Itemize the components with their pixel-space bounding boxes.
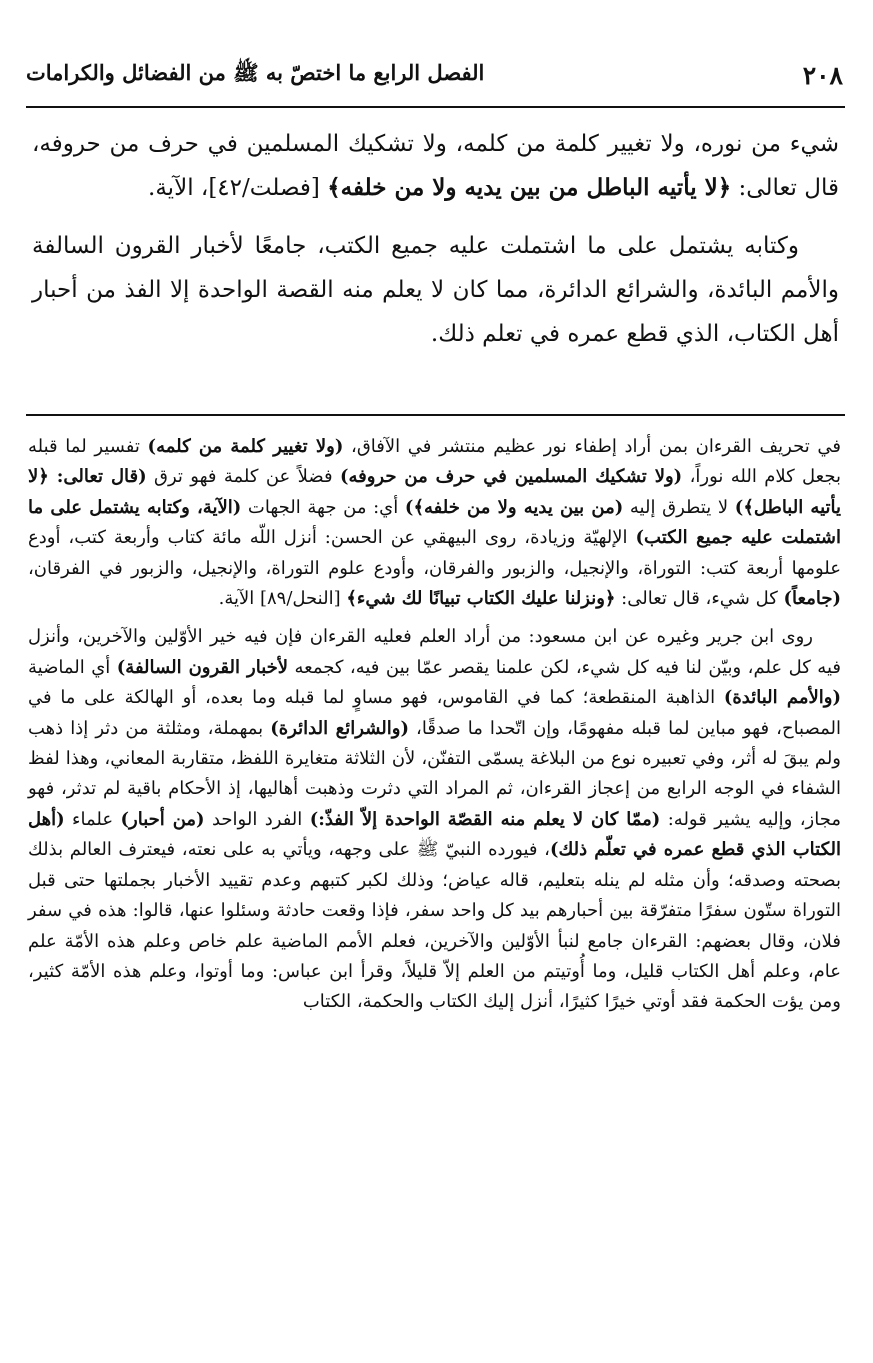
commentary-divider bbox=[26, 414, 845, 416]
commentary-paragraph-2 bbox=[28, 622, 841, 1017]
commentary-segment: أي: من جهة الجهات bbox=[241, 496, 405, 518]
header-rule bbox=[26, 106, 845, 108]
main-text-segment: شيء من نوره، ولا تغيير كلمة من كلمه، ولا تشكيك المسلمين في حرف من حروفه، قال تعالى: bbox=[32, 131, 839, 201]
page-header bbox=[26, 52, 843, 98]
commentary-segment: لا يتطرق إليه bbox=[623, 496, 735, 518]
quoted-matn: (الآية، وكتابه يشتمل على ما اشتملت عليه جميع الكتب) bbox=[28, 496, 841, 549]
quoted-matn: (قال تعالى: ﴿لا يأتيه الباطل﴾) bbox=[28, 466, 842, 518]
main-text bbox=[32, 122, 839, 356]
commentary-segment: فضلاً عن كلمة فهو ترق bbox=[146, 466, 340, 488]
quoted-matn: (من بين يديه ولا من خلفه﴾) bbox=[404, 496, 624, 518]
commentary-segment: ، فيورده النبيّ ﷺ على وجهه، ويأتي به على نعته، فيعترف العالم بذلك بصحته وصدقه؛ وأن مثله لم ينله بتعليم، قاله عياض؛ وذلك لكبر كتبهم وعدم تقييد الأخبار بجملتها حتى قبل التوراة ستّون سفرًا متفرّقة بين أحبارهم بيد كل واحد سفر، فإذا وقعت حادثة وسئلوا عنها، قالوا: هذه في سفر فلان، وقال بعضهم: القرءان جامع لنبأ الأوّلين والآخرين، فعلم الأمم الماضية علم خاص وعلم هذه الأمّة علم عام، وعلم أهل الكتاب قليل، وما أُوتيتم من العلم إلاّ قليلاً، وقرأ ابن عباس: وما أوتوا، وعلم هذه الأمّة كثير، ومن يؤت الحكمة فقد أوتي خيرًا كثيرًا، أنزل إليك الكتاب والحكمة، الكتاب bbox=[28, 839, 841, 1013]
quoted-matn: (ولا تشكيك المسلمين في حرف من حروفه) bbox=[339, 466, 683, 488]
commentary-text bbox=[28, 432, 841, 1018]
commentary-paragraph-1 bbox=[28, 432, 841, 614]
commentary-segment: الذاهبة المنقطعة؛ كما في القاموس، فهو مساوٍ لما قبله وما بعده، أو الهالكة على ما في المصباح، فهو مباين لما قبله مفهومًا، وإن اتّحدا ما صدقًا، bbox=[28, 687, 841, 739]
quoted-matn: لأخبار القرون السالفة) bbox=[116, 656, 289, 678]
commentary-segment: الفرد الواحد bbox=[204, 808, 310, 830]
main-paragraph-1 bbox=[32, 122, 839, 210]
commentary-segment: بمهملة، ومثلثة من دثر إذا ذهب ولم يبقَ له أثر، وفي تعبيره نوع من البلاغة يسمّى التفنّن، لأن الثلاثة متغايرة اللفظ، متقاربة المعاني، وهذا لفظ الشفاء في الوجه الرابع من إعجاز القرءان، ثم المراد التي دثرت وذهبت أهاليها، إذ الأحكام باقية لم تدثر، فهو مجاز، وإليه يشير قوله: bbox=[28, 717, 841, 830]
quoted-matn: (ولا تغيير كلمة من كلمه) bbox=[147, 436, 344, 457]
quoted-matn: (جامعاً) bbox=[783, 588, 841, 610]
running-title: الفصل الرابع ما اختصّ به ﷺ من الفضائل والكرامات bbox=[26, 59, 485, 85]
commentary-segment: كل شيء، قال تعالى: bbox=[615, 588, 784, 610]
commentary-segment: علماء bbox=[64, 808, 121, 830]
quoted-matn: (ممّا كان لا يعلم منه القصّة الواحدة إلاّ الفذّ:) bbox=[309, 808, 661, 830]
quoted-matn: (والأمم البائدة) bbox=[723, 687, 841, 709]
commentary-segment: تفسير لما قبله بجعل كلام الله نوراً، bbox=[28, 436, 841, 488]
quoted-matn: (أهل الكتاب الذي قطع عمره في تعلّم ذلك) bbox=[28, 808, 842, 861]
main-text-segment: [فصلت/٤٢]، الآية. bbox=[148, 175, 328, 201]
commentary-segment: أي الماضية bbox=[28, 656, 117, 678]
commentary-segment: في تحريف القرءان بمن أراد إطفاء نور عظيم منتشر في الآفاق، bbox=[343, 436, 841, 457]
main-paragraph-2: وكتابه يشتمل على ما اشتملت عليه جميع الكتب، جامعًا لأخبار القرون السالفة والأمم البائدة، والشرائع الدائرة، مما كان لا يعلم منه القصة الواحدة إلا الفذ من أحبار أهل الكتاب، الذي قطع عمره في تعلم ذلك. bbox=[32, 233, 839, 347]
commentary-segment: الإلهيّة وزيادة، روى البيهقي عن الحسن: أنزل اللّه مائة كتاب وأربعة كتب، أودع علومها أربعة كتب: التوراة، والإنجيل، والزبور والفرقان، وأودع علوم التوراة، والإنجيل، والزبور في الفرقان، bbox=[28, 527, 841, 579]
quran-verse: ﴿لا يأتيه الباطل من بين يديه ولا من خلفه﴾ bbox=[327, 174, 732, 201]
page-number: ٢٠٨ bbox=[802, 60, 843, 90]
commentary-segment: روى ابن جرير وغيره عن ابن مسعود: من أراد العلم فعليه القرءان فإن فيه خير الأوّلين والآخرين، وأنزل فيه كل علم، وبيّن لنا فيه كل شيء، لكن علمنا يقصر عمّا بين فيه، كجمعه bbox=[28, 626, 841, 678]
quoted-matn: (من أحبار) bbox=[120, 808, 205, 830]
quran-verse: ﴿ونزلنا عليك الكتاب تبيانًا لك شيء﴾ bbox=[346, 588, 616, 610]
quoted-matn: (والشرائع الدائرة) bbox=[270, 717, 409, 739]
commentary-segment: [النحل/٨٩] الآية. bbox=[218, 588, 347, 610]
